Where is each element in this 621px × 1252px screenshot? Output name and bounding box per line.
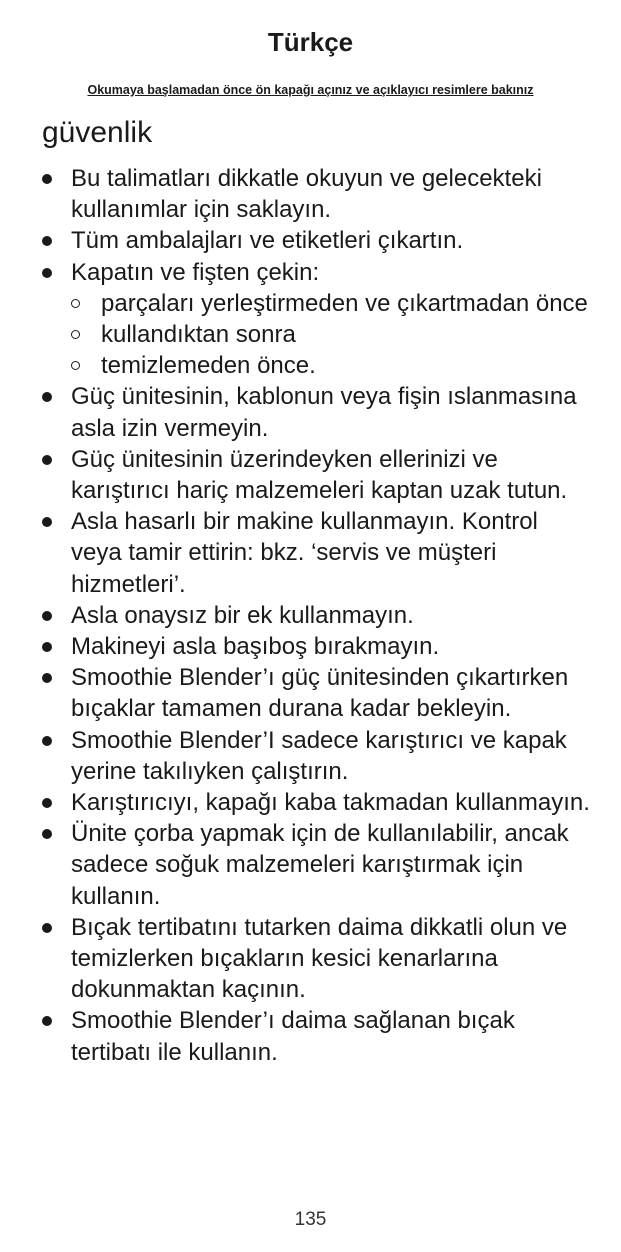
language-title: Türkçe xyxy=(267,27,354,57)
sub-list xyxy=(71,288,591,382)
list-item-text: Bıçak tertibatını tutarken daima dikkatli olun ve temizlerken bıçakların kesici kenarlarına dokunmaktan kaçının. xyxy=(71,913,568,1004)
list-item xyxy=(0,1005,621,1067)
list-item-text: Smoothie Blender’ı güç ünitesinden çıkartırken bıçaklar tamamen durana kadar bekleyin. xyxy=(71,664,569,723)
list-item xyxy=(0,444,621,506)
list-item-text: Bu talimatları dikkatle okuyun ve gelecekteki kullanımlar için saklayın. xyxy=(71,165,542,224)
list-item-text: Smoothie Blender’ı daima sağlanan bıçak tertibatı ile kullanın. xyxy=(71,1007,515,1066)
sub-list-item xyxy=(71,319,591,350)
section-heading: güvenlik xyxy=(42,116,153,149)
list-item xyxy=(0,787,621,818)
list-item xyxy=(0,163,621,225)
sub-list-item-text: kullandıktan sonra xyxy=(101,321,296,349)
list-item-text: Ünite çorba yapmak için de kullanılabilir, ancak sadece soğuk malzemeleri karıştırmak için kullanın. xyxy=(71,820,569,910)
list-item-text: Tüm ambalajları ve etiketleri çıkartın. xyxy=(71,227,464,255)
list-item xyxy=(0,257,621,382)
page-number: 135 xyxy=(294,1209,327,1230)
list-item-text: Smoothie Blender’I sadece karıştırıcı ve kapak yerine takılıyken çalıştırın. xyxy=(71,726,567,785)
list-item xyxy=(0,506,621,600)
list-item-text: Asla hasarlı bir makine kullanmayın. Kontrol veya tamir ettirin: bkz. ‘servis ve müşteri hizmetleri’. xyxy=(71,508,538,598)
list-item xyxy=(0,662,621,724)
list-item-text: Karıştırıcıyı, kapağı kaba takmadan kullanmayın. xyxy=(71,789,590,817)
reading-notice: Okumaya başlamadan önce ön kapağı açınız ve açıklayıcı resimlere bakınız xyxy=(87,83,534,97)
list-item-text: Asla onaysız bir ek kullanmayın. xyxy=(71,601,414,629)
list-item xyxy=(0,912,621,1006)
safety-list xyxy=(0,163,621,1068)
list-item xyxy=(0,818,621,912)
sub-list-item-text: parçaları yerleştirmeden ve çıkartmadan önce xyxy=(101,289,588,317)
list-item-text: Güç ünitesinin, kablonun veya fişin ıslanmasına asla izin vermeyin. xyxy=(71,383,577,442)
list-item-text: Güç ünitesinin üzerindeyken ellerinizi ve karıştırıcı hariç malzemeleri kaptan uzak tutun. xyxy=(71,445,568,505)
sub-list-item xyxy=(71,350,591,381)
sub-list-item-text: temizlemeden önce. xyxy=(101,352,316,380)
list-item-text: Kapatın ve fişten çekin: xyxy=(71,258,320,286)
list-item xyxy=(0,225,621,256)
list-item xyxy=(0,600,621,631)
safety-list-container xyxy=(0,163,621,1068)
list-item xyxy=(0,381,621,443)
list-item xyxy=(0,725,621,787)
sub-list-item xyxy=(71,288,591,319)
list-item-text: Makineyi asla başıboş bırakmayın. xyxy=(71,633,440,661)
list-item xyxy=(0,631,621,662)
